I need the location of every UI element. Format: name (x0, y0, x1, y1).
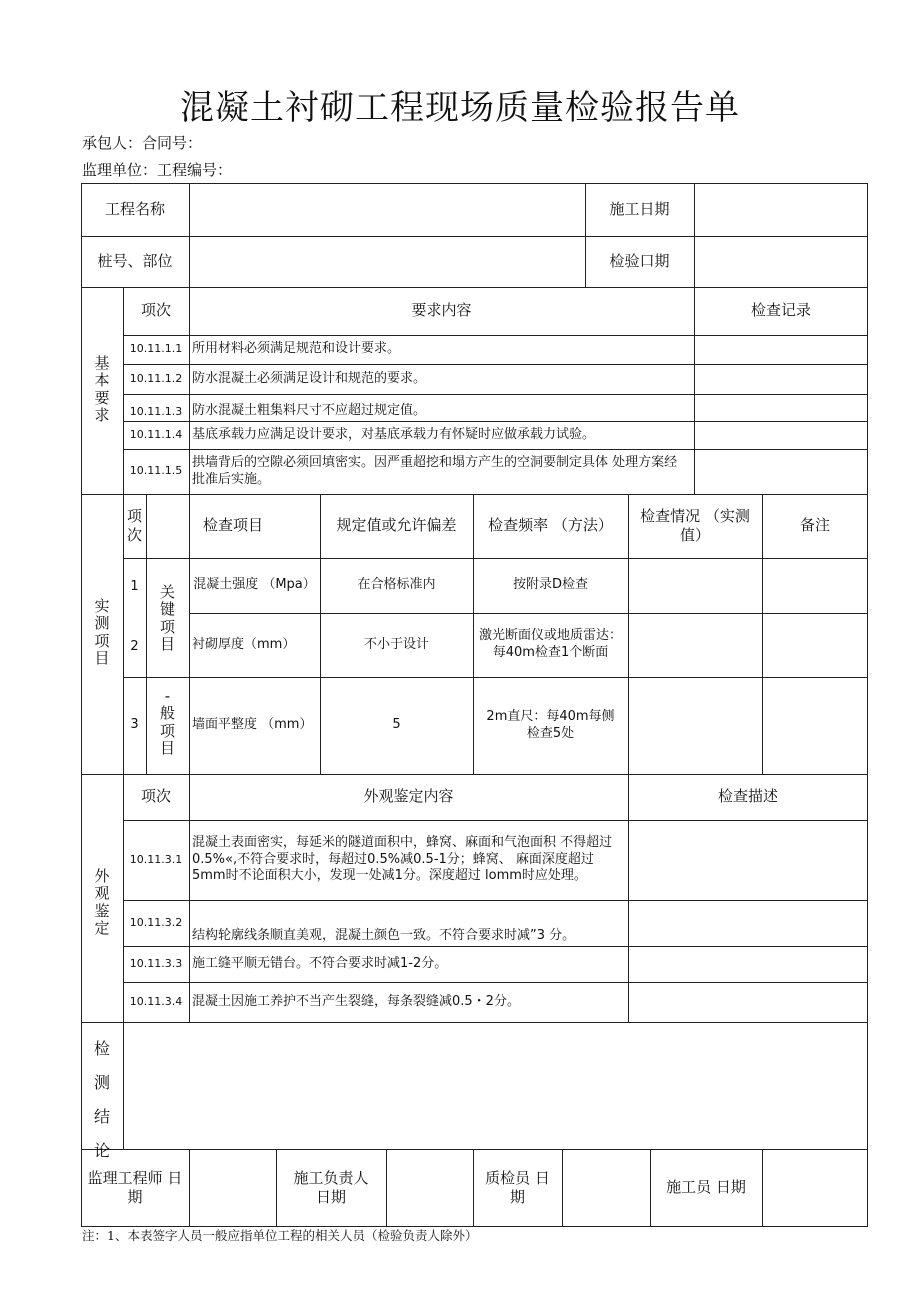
basic-row-text: 防水混凝土必须满足设计和规范的要求。 (192, 370, 427, 386)
appearance-col-item: 项次 (140, 787, 171, 806)
qc-signature-field[interactable] (562, 1149, 650, 1227)
basic-row-text: 所用材料必须满足规范和设计要求。 (192, 341, 401, 357)
measured-row-spec: 5 (392, 717, 401, 733)
worker-signature-field[interactable] (762, 1149, 868, 1227)
worker-signature-label: 施工员 日期 (666, 1178, 746, 1197)
appearance-row-text: 混凝土表面密实，每延米的隧道面积中，蜂窝、麻面和气泡面积 不得超过0.5%«,不符合要求时，每超过0.5%减0.5-1分；蜂窝、 麻面深度超过5mm时不论面积大小，发现一处减1分。深度超过 lomm时应处理。 (192, 834, 613, 884)
measured-row-no: 1 (130, 578, 139, 594)
basic-col-content: 要求内容 (411, 301, 472, 320)
basic-section-label: 基本要求 (94, 354, 110, 424)
measured-row-spec: 不小于设计 (363, 636, 429, 652)
measured-col-freq: 检查频率 （方法） (488, 516, 613, 535)
inspection-date-label: 检验口期 (609, 251, 670, 270)
measured-row-item: 墙面平整度 （mm） (192, 717, 313, 733)
footnote: 注：1、本表签字人员一般应指单位工程的相关人员（检验负责人除外） (82, 1228, 478, 1243)
measured-col-check: 检查项目 (202, 516, 263, 535)
measured-col-remark: 备注 (799, 516, 830, 535)
project-name-field[interactable] (189, 183, 585, 236)
appearance-row-text: 施工缝平顺无错台。不符合要求时减1-2分。 (192, 955, 448, 971)
measured-row-freq: 2m直尺：每40m每侧检查5处 (486, 708, 615, 741)
key-items-label: 关键项目 (159, 583, 175, 653)
basic-row-text: 防水混凝土粗集料尺寸不应超过规定值。 (192, 403, 427, 419)
contractor-line: 承包人：合同号： (82, 134, 203, 152)
supervisor-line: 监理单位：工程编号： (82, 161, 233, 179)
appearance-section-label: 外观鉴定 (94, 867, 110, 937)
appearance-col-content: 外观鉴定内容 (363, 787, 454, 806)
conclusion-field[interactable] (123, 1022, 868, 1149)
station-field[interactable] (189, 236, 585, 287)
measured-col-result: 检查情况 （实测值） (640, 506, 750, 544)
appearance-row-code: 10.11.3.4 (129, 994, 183, 1008)
basic-row-text: 基底承载力应满足设计要求，对基底承载力有怀疑时应做承载力试验。 (192, 426, 596, 442)
basic-row-code: 10.11.1.5 (129, 464, 183, 478)
basic-row-code: 10.11.1.4 (129, 427, 183, 441)
qc-signature-label: 质检员 日 期 (485, 1168, 550, 1206)
basic-row-code: 10.11.1.3 (129, 405, 183, 419)
construction-date-field[interactable] (694, 183, 868, 236)
appearance-col-desc: 检查描述 (717, 787, 778, 806)
appearance-row-text: 混凝土因施工养护不当产生裂缝，每条裂缝减0.5・2分。 (192, 993, 520, 1009)
basic-row-code: 10.11.1.1 (129, 342, 183, 356)
appearance-row-code: 10.11.3.3 (129, 956, 183, 970)
construction-lead-signature-field[interactable] (386, 1149, 473, 1227)
station-label: 桩号、部位 (97, 251, 173, 270)
measured-section-label: 实测项目 (94, 597, 110, 667)
inspection-date-field[interactable] (694, 236, 868, 287)
conclusion-label: 检测结论 (93, 1039, 110, 1160)
supervisor-signature-field[interactable] (189, 1149, 276, 1227)
conclusion-label-wrap (81, 1022, 123, 1160)
basic-row-text: 拱墙背后的空隙必须回填密实。因严重超挖和塌方产生的空洞要制定具体 处理方案经批准后实施。 (192, 454, 678, 487)
appearance-row-code: 10.11.3.2 (129, 915, 183, 929)
supervisor-signature-label: 监理工程师 日期 (87, 1168, 183, 1206)
general-items-label: -般项目 (159, 687, 175, 757)
measured-row-no: 2 (130, 638, 139, 654)
basic-col-item: 项次 (140, 301, 171, 320)
page-title: 混凝土衬砌工程现场质量检验报告单 (180, 88, 740, 128)
appearance-row-code: 10.11.3.1 (129, 852, 183, 866)
measured-row-no: 3 (130, 716, 139, 732)
measured-col-item: 项次 (126, 506, 142, 544)
construction-date-label: 施工日期 (609, 199, 670, 218)
measured-col-spec: 规定值或允许偏差 (336, 516, 457, 535)
measured-row-spec: 在合格标准内 (357, 577, 436, 593)
measured-row-item: 混凝土强度 （Mpa） (193, 577, 316, 593)
basic-col-record: 检查记录 (750, 301, 811, 320)
appearance-row-text: 结构轮廓线条顺直美观，混凝土颜色一致。不符合要求时减”3 分。 (192, 927, 576, 943)
measured-row-freq: 激光断面仪或地质雷达：每40m检查1个断面 (479, 628, 623, 660)
construction-lead-signature-label: 施工负责人 日期 (293, 1168, 369, 1206)
basic-row-code: 10.11.1.2 (129, 371, 183, 385)
measured-row-item: 衬砌厚度（mm） (192, 636, 296, 652)
project-name-label: 工程名称 (104, 199, 165, 218)
measured-row-freq: 按附录D检查 (512, 577, 588, 593)
